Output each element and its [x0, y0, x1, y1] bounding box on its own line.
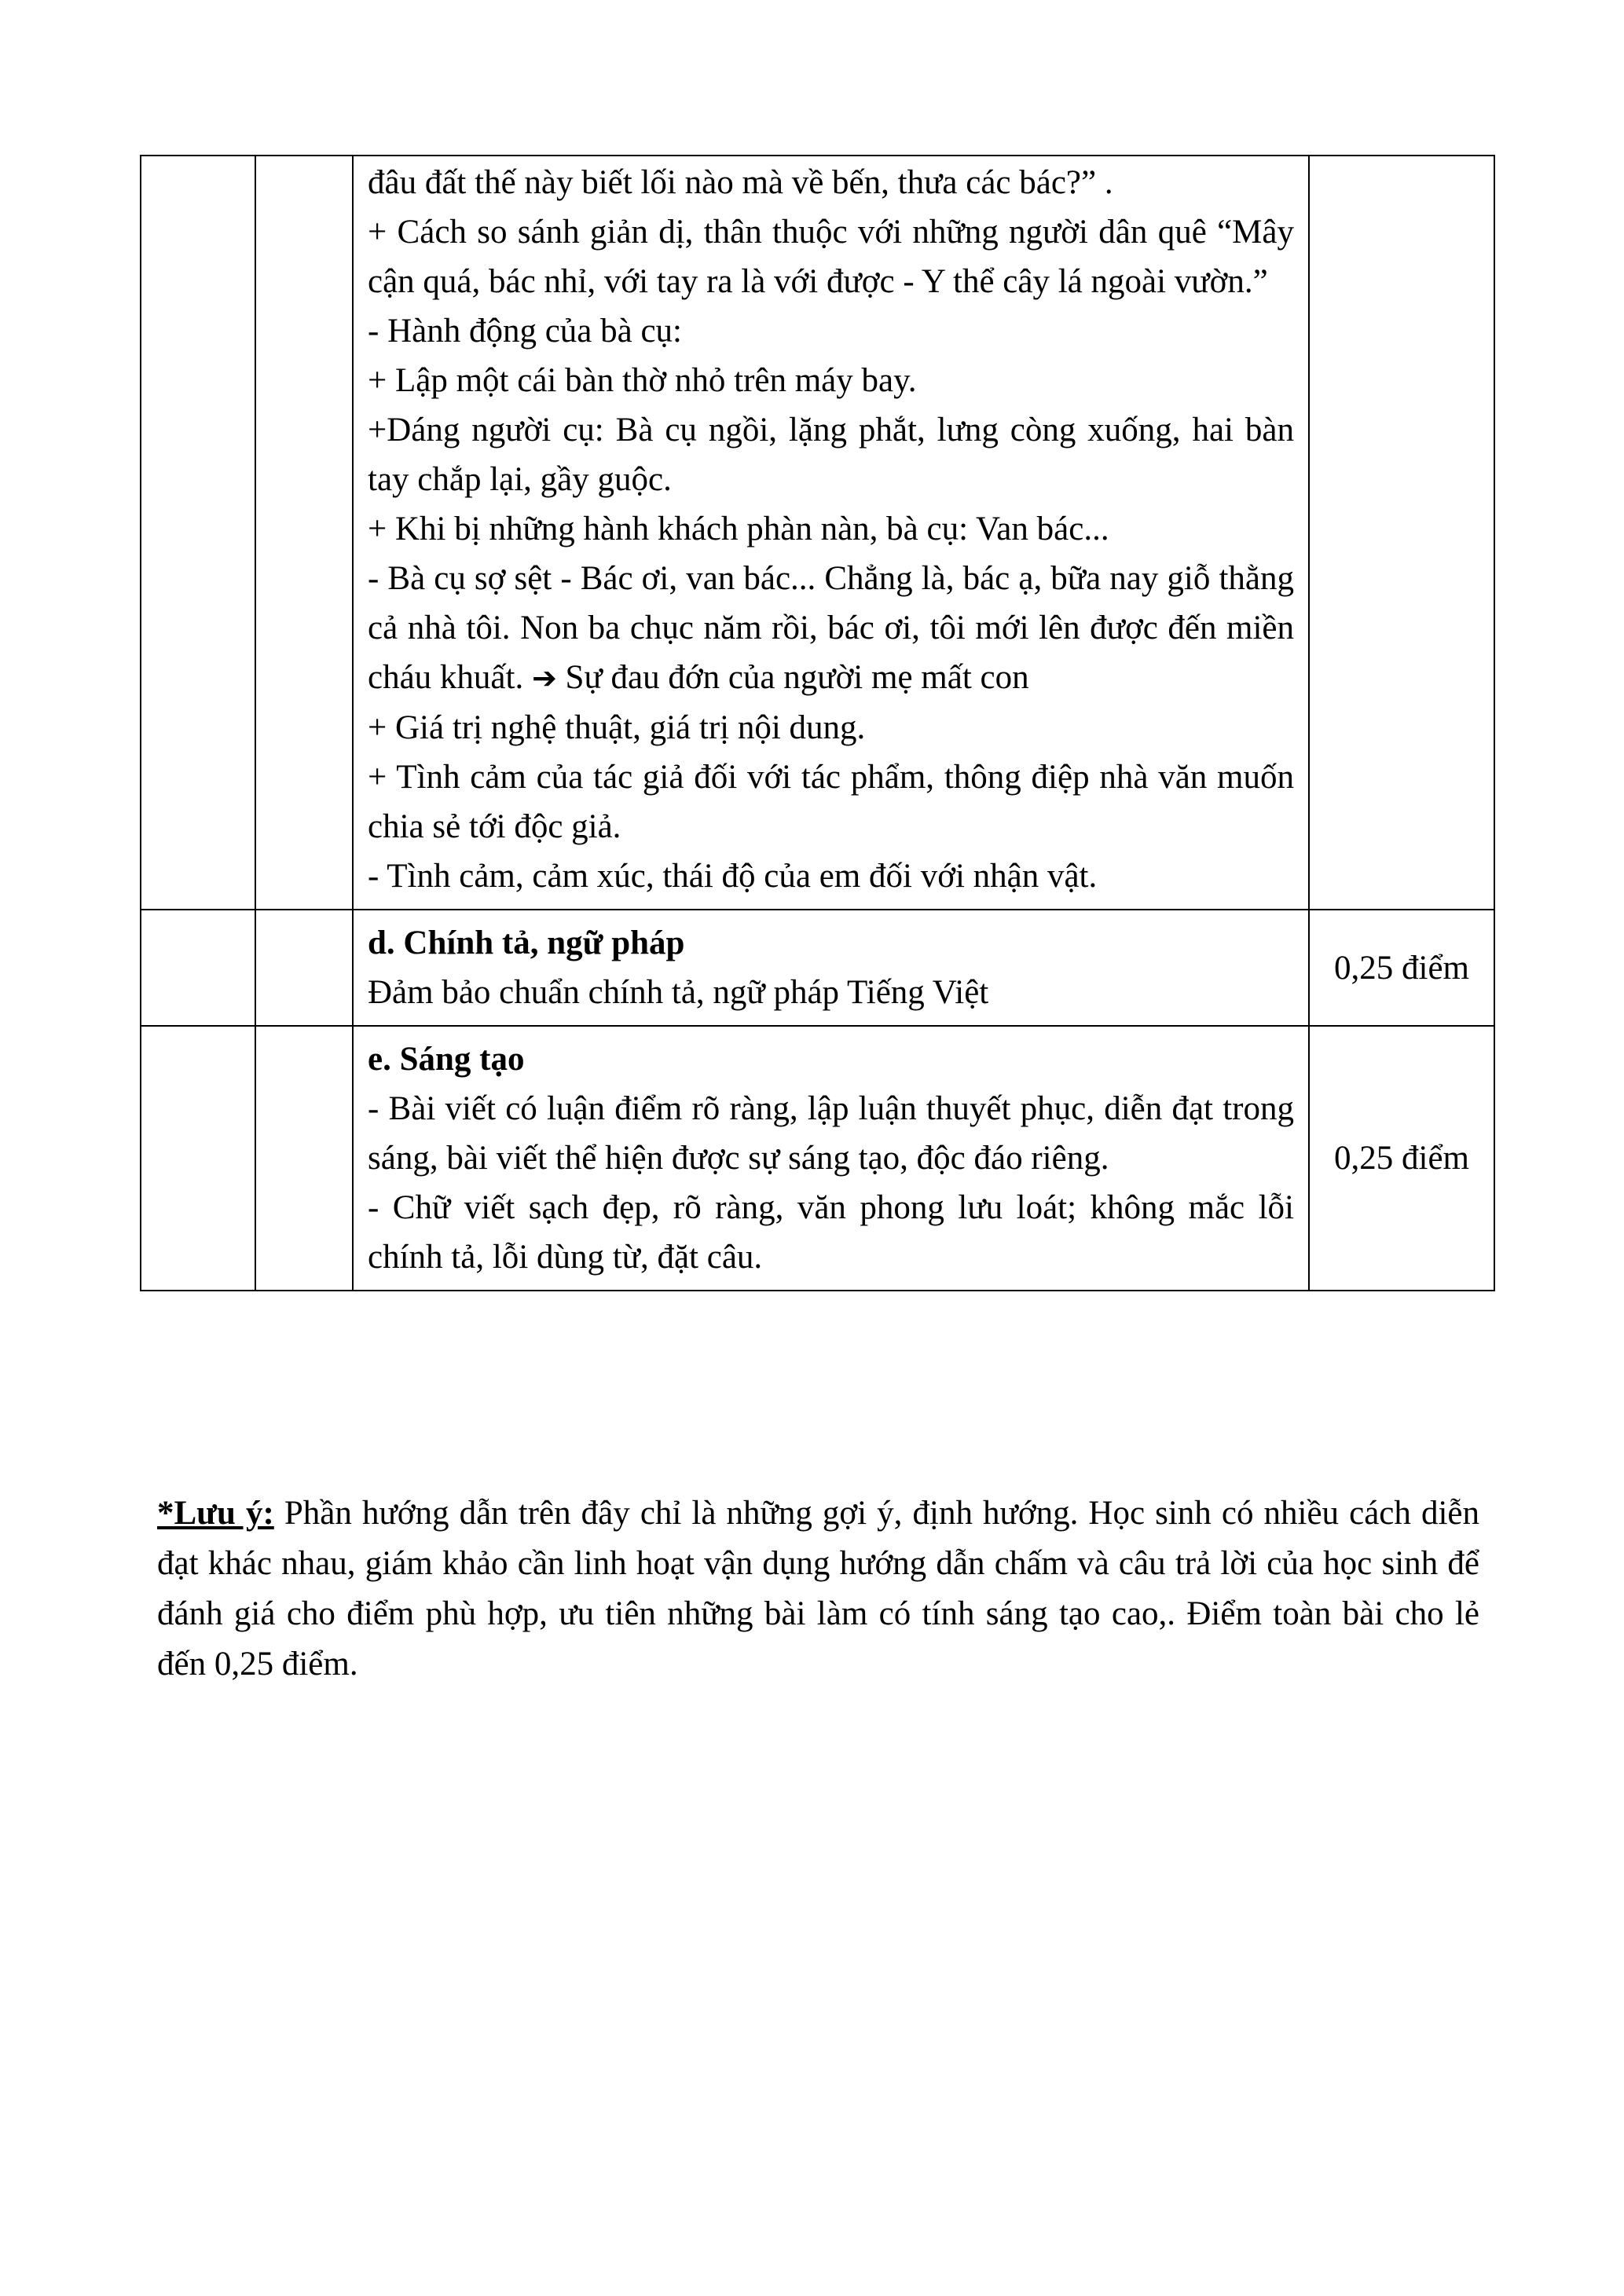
grading-table: [140, 155, 1495, 1291]
empty-cell-part: [141, 1026, 255, 1291]
content-line: + Lập một cái bàn thờ nhỏ trên máy bay.: [368, 362, 917, 399]
empty-cell-question: [255, 1026, 353, 1291]
note-paragraph: [157, 1489, 1479, 1690]
criterion-text: Đảm bảo chuẩn chính tả, ngữ pháp Tiếng Việt: [368, 974, 989, 1011]
spelling-grammar-cell: [353, 910, 1309, 1026]
table-row-analysis: [141, 156, 1494, 910]
content-line: + Giá trị nghệ thuật, giá trị nội dung.: [368, 709, 866, 746]
content-line: - Tình cảm, cảm xúc, thái độ của em đối với nhận vật.: [368, 858, 1098, 895]
criterion-text: - Chữ viết sạch đẹp, rõ ràng, văn phong lưu loát; không mắc lỗi chính tả, lỗi dùng từ, đặt câu.: [368, 1189, 1294, 1276]
content-line: - Hành động của bà cụ:: [368, 313, 682, 350]
criterion-heading: d. Chính tả, ngữ pháp: [368, 925, 685, 961]
criterion-text: - Bài viết có luận điểm rõ ràng, lập luận thuyết phục, diễn đạt trong sáng, bài viết thể hiện được sự sáng tạo, độc đáo riêng.: [368, 1090, 1294, 1177]
content-line: đâu đất thế này biết lối nào mà về bến, thưa các bác?” .: [368, 164, 1113, 201]
note-label: *Lưu ý:: [157, 1495, 274, 1532]
empty-score-cell: [1309, 156, 1494, 910]
score-cell: 0,25 điểm: [1309, 910, 1494, 1026]
content-line: + Khi bị những hành khách phàn nàn, bà cụ: Van bác...: [368, 511, 1109, 547]
arrow-right-icon: ➔: [531, 661, 557, 695]
content-line: + Tình cảm của tác giả đối với tác phẩm, thông điệp nhà văn muốn chia sẻ tới độc giả.: [368, 759, 1294, 845]
content-line-text: - Bà cụ sợ sệt - Bác ơi, van bác... Chẳng là, bác ạ, bữa nay giỗ thằng cả nhà tôi. Non ba chục năm rồi, bác ơi, tôi mới lên được đến miền cháu khuất.: [368, 560, 1294, 696]
note-text: Phần hướng dẫn trên đây chỉ là những gợi ý, định hướng. Học sinh có nhiều cách diễn đạt khác nhau, giám khảo cần linh hoạt vận dụng hướng dẫn chấm và câu trả lời của học sinh để đánh giá cho điểm phù hợp, ưu tiên những bài làm có tính sáng tạo cao,. Điểm toàn bài cho lẻ đến 0,25 điểm.: [157, 1495, 1479, 1683]
empty-cell-part: [141, 156, 255, 910]
content-line: +Dáng người cụ: Bà cụ ngồi, lặng phắt, lưng còng xuống, hai bàn tay chắp lại, gầy guộc.: [368, 412, 1294, 498]
creativity-cell: [353, 1026, 1309, 1291]
empty-cell-question: [255, 156, 353, 910]
empty-cell-question: [255, 910, 353, 1026]
content-line-text: Sự đau đớn của người mẹ mất con: [565, 659, 1029, 696]
empty-cell-part: [141, 910, 255, 1026]
table-row-creativity: [141, 1026, 1494, 1291]
content-line-with-arrow: [368, 554, 1294, 703]
content-line: + Cách so sánh giản dị, thân thuộc với những người dân quê “Mây cận quá, bác nhỉ, với tay ra là với được - Y thể cây lá ngoài vườn.”: [368, 214, 1294, 300]
table-row-spelling-grammar: [141, 910, 1494, 1026]
criterion-heading: e. Sáng tạo: [368, 1041, 525, 1078]
analysis-content-cell: [353, 156, 1309, 910]
score-cell: 0,25 điểm: [1309, 1026, 1494, 1291]
